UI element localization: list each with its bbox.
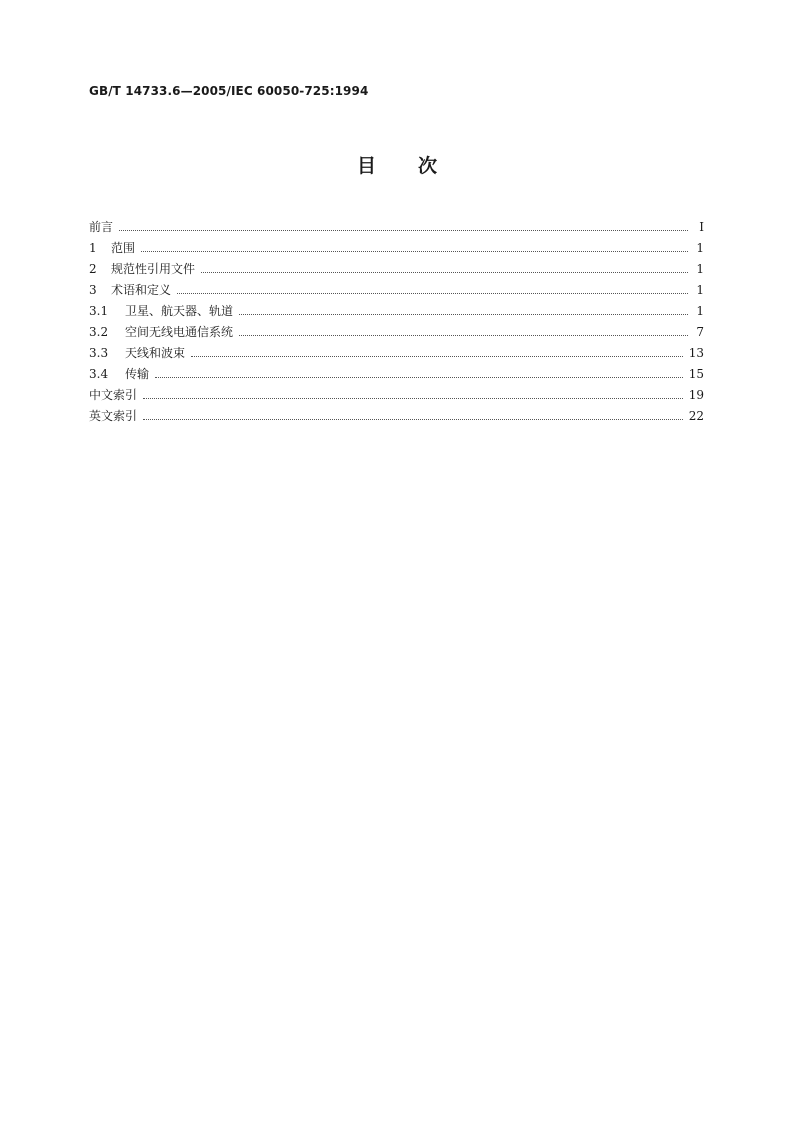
toc-entry-page: 7 (696, 325, 704, 339)
toc-leader-dots (201, 272, 688, 273)
toc-entry-page: 15 (688, 367, 704, 381)
toc-entry-label: 中文索引 (89, 388, 138, 402)
toc-entry-chinese-index[interactable] (89, 385, 704, 406)
toc-entry-number: 3.1 (89, 304, 109, 318)
toc-entry-label: 术语和定义 (111, 283, 172, 297)
toc-entry-english-index[interactable] (89, 406, 704, 427)
toc-leader-dots (239, 335, 688, 336)
toc-leader-dots (143, 398, 683, 399)
toc-leader-dots (143, 419, 683, 420)
toc-entry-number: 3.3 (89, 346, 109, 360)
toc-leader-dots (177, 293, 688, 294)
toc-entry-label: 范围 (111, 241, 136, 255)
toc-title (0, 151, 794, 178)
toc-title-part2: 次 (418, 155, 438, 177)
toc-entry-terms-and-definitions[interactable] (89, 280, 704, 301)
toc-entry-label: 英文索引 (89, 409, 138, 423)
toc-entry-page: 22 (688, 409, 704, 423)
toc-entry-3-3[interactable] (89, 343, 704, 364)
toc-entry-label: 天线和波束 (125, 346, 186, 360)
table-of-contents (89, 217, 704, 427)
toc-entry-3-2[interactable] (89, 322, 704, 343)
toc-entry-number: 3.4 (89, 367, 109, 381)
toc-entry-preface[interactable] (89, 217, 704, 238)
toc-leader-dots (239, 314, 688, 315)
toc-entry-label: 空间无线电通信系统 (125, 325, 234, 339)
toc-entry-page: 19 (688, 388, 704, 402)
toc-entry-3-4[interactable] (89, 364, 704, 385)
toc-entry-number: 3 (89, 283, 97, 297)
toc-entry-number: 3.2 (89, 325, 109, 339)
toc-entry-label: 前言 (89, 220, 114, 234)
toc-entry-number: 1 (89, 241, 97, 255)
toc-entry-page: 13 (688, 346, 704, 360)
toc-entry-scope[interactable] (89, 238, 704, 259)
toc-entry-page: 1 (696, 262, 704, 276)
toc-leader-dots (155, 377, 683, 378)
toc-leader-dots (119, 230, 688, 231)
toc-entry-label: 卫星、航天器、轨道 (125, 304, 234, 318)
toc-entry-number: 2 (89, 262, 97, 276)
toc-entry-page: I (699, 220, 704, 234)
toc-entry-normative-references[interactable] (89, 259, 704, 280)
toc-leader-dots (141, 251, 688, 252)
toc-entry-label: 传输 (125, 367, 150, 381)
toc-entry-page: 1 (696, 304, 704, 318)
toc-title-part1: 目 (356, 155, 376, 177)
toc-entry-page: 1 (696, 283, 704, 297)
toc-leader-dots (191, 356, 683, 357)
toc-entry-3-1[interactable] (89, 301, 704, 322)
toc-entry-label: 规范性引用文件 (111, 262, 196, 276)
toc-entry-page: 1 (696, 241, 704, 255)
standard-number: GB/T 14733.6—2005/IEC 60050-725:1994 (89, 84, 369, 98)
